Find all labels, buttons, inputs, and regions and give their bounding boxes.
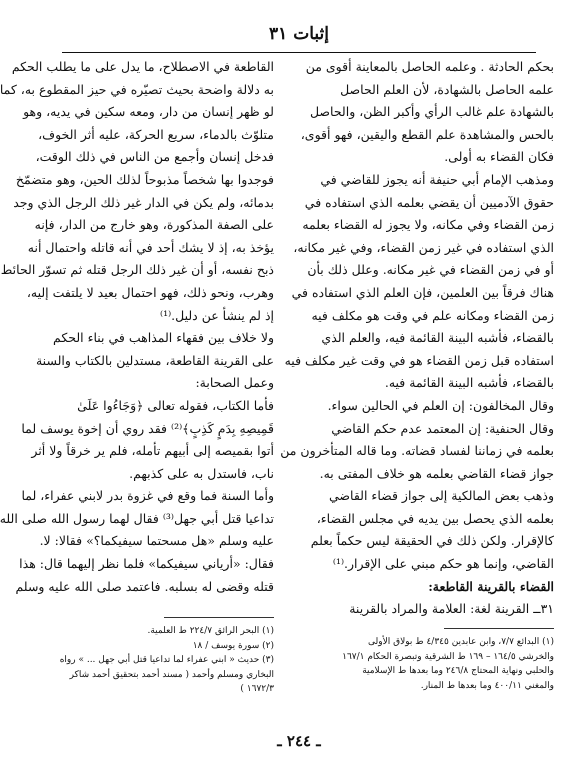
text-line: فقال: «أرياني سيفيكما» فلما نظر إليهما قال: هذا xyxy=(19,556,274,572)
header-divider xyxy=(62,52,536,53)
text-line: أو في زمن القضاء في غير مكانه. وعلل ذلك بأن xyxy=(307,262,554,278)
text-line: وأما السنة فما وقع في غزوة بدر لابني عفراء، لما xyxy=(21,488,274,504)
text-line: وقال المخالفون: إن العلم في الحالين سواء. xyxy=(327,397,554,413)
text-line: بالقضاء، فأشبه البينة القائمة فيه، والعلم الذي xyxy=(321,330,554,346)
text-line: زمن القضاء ومكانه علم في وقت هو مكلف فيه xyxy=(311,307,554,323)
text-line: بعلمه الذي يحصل بين يديه في مجلس القضاء، xyxy=(316,510,554,526)
text-line: بالحس والمشاهدة علم القطع واليقين، فهو أقوى، xyxy=(300,126,554,142)
text-line: فكان القضاء به أولى. xyxy=(444,149,554,165)
text-line: الذي استفاده في غير زمن القضاء، وفي غير مكانه، xyxy=(293,239,554,255)
text-line: فوجدوا بها شخصاً مذبوحاً لذلك الحين، وهو متضمّخ xyxy=(15,171,274,187)
text-line: بدمائه، ولم يكن في الدار غير ذلك الرجل الذي وجد xyxy=(13,194,274,210)
footnote-line: (٣) حديث « ابني عفراء لما تداعيا قتل أبي جهل ... » رواه xyxy=(59,655,274,665)
text-line: ولا خلاف بين فقهاء المذاهب في بناء الحكم xyxy=(53,330,274,346)
text-line: ٣١ــ القرينة لغة: العلامة والمراد بالقرينة xyxy=(349,601,554,617)
text-line: بالقضاء، فأشبه البينة القائمة فيه. xyxy=(384,375,554,391)
text-line: أتوا بقميصه إلى أبيهم تأمله، فلم ير خرقاً ولا أثر xyxy=(31,443,274,459)
right-footnotes xyxy=(326,612,554,693)
footnote-line: (٢) سورة يوسف / ١٨ xyxy=(192,640,274,651)
text-line: بعلمه في زماننا لفساد قضاته. وما قاله المتأخرون من xyxy=(280,443,554,459)
text-line: وذهب بعض المالكية إلى جواز قضاء القاضي xyxy=(329,488,554,504)
text-line: فدخل إنسان وأجمع من الناس في ذلك الوقت، xyxy=(35,149,274,165)
text-line: ومذهب الإمام أبي حنيفة أنه يجوز للقاضي في xyxy=(320,171,554,187)
footnote-divider xyxy=(444,628,554,629)
text-line: به دلالة واضحة بحيث تصيّره في حيز المقطوع به، كما xyxy=(0,81,274,97)
text-line: علمه الحاصل بالشهادة، لأن العلم الحاصل xyxy=(340,81,554,97)
text-line: عليه وسلم «هل مسحتما سيفيكما؟» فقالا: لا. xyxy=(39,533,274,549)
section-heading: القضاء بالقرينة القاطعة: xyxy=(428,578,554,594)
text-line: حقوق الآدميين أن يقضي بعلمه الذي استفاده في xyxy=(304,194,554,210)
text-line: وقال الحنفية: إن المعتمد عدم حكم القاضي xyxy=(331,420,554,436)
text-line: يؤخذ به، إذ لا يشك أحد في أنه قاتله واحتمال أنه xyxy=(27,239,274,255)
text-line: زمن القضاء وفي مكانه، ولا يجوز له القضاء بعلمه xyxy=(302,217,554,233)
footnote-divider xyxy=(164,617,274,618)
left-column xyxy=(0,56,274,598)
text-line: قَمِيصِهِ بِدَمٍ كَذِبٍ﴾⁽²⁾ فقد روي أن إخوة يوسف لما xyxy=(21,420,274,436)
footnote-line: والحلبي ونهاية المحتاج ٢٤٦/٨ وما بعدها ط الإسلامية xyxy=(362,666,554,676)
text-line: هناك فرقاً بين العلمين، فإن العلم الذي استفاده في xyxy=(291,284,554,300)
footnote-line: (١) البدائع ٧/٧، وابن عابدين ٤/٣٤٥ ط بولاق الأولى xyxy=(368,637,554,647)
footnote-line: ١٦٧٢/٣ ) xyxy=(240,684,274,694)
text-line: فأما الكتاب، فقوله تعالى ﴿وَجَاءُوا عَلَىٰ xyxy=(77,397,274,413)
left-footnotes xyxy=(46,601,274,697)
text-line: القاضي، وإنما هو حكم مبني على الإقرار.⁽¹⁾ xyxy=(332,556,554,572)
footnote-line: (١) البحر الرائق ٢٢٤/٧ ط العلمية. xyxy=(147,626,274,636)
text-line: وهرب، ونحو ذلك، فهو احتمال بعيد لا يلتفت إليه، xyxy=(26,284,274,300)
text-line: إذ لم ينشأ عن دليل.⁽¹⁾ xyxy=(160,307,274,323)
page-title: إثبات ٣١ xyxy=(269,24,329,44)
text-line: على القرينة القاطعة، مستدلين بالكتاب والسنة xyxy=(35,352,274,368)
text-line: جواز قضاء القاضي بعلمه هو خلاف المفتى به. xyxy=(319,465,554,481)
page-header xyxy=(62,22,536,50)
text-line: تداعيا قتل أبي جهل⁽³⁾ فقال لهما رسول الله صلى الله xyxy=(0,510,274,526)
text-line: بحكم الحادثة . وعلمه الحاصل بالمعاينة أقوى من xyxy=(305,59,554,74)
text-line: بالشهادة علم غالب الرأي وأكبر الظن، والحاصل xyxy=(309,104,554,120)
text-line: القاطعة في الاصطلاح، ما يدل على ما يطلب الحكم xyxy=(11,59,274,74)
footnote-line: البخاري ومسلم وأحمد ( مسند أحمد بتحقيق أحمد شاكر xyxy=(69,669,274,680)
text-line: استفاده قبل زمن القضاء هو في وقت غير مكلف فيه xyxy=(284,352,554,368)
text-line: لو ظهر إنسان من دار، ومعه سكين في يديه، وهو xyxy=(23,104,274,120)
page-number: ـ ٢٤٤ ـ xyxy=(277,732,321,750)
footnote-line: والخرشي ١٦٤/٥ – ١٦٩ ط الشرقية وتبصرة الحكام ١٦٧/١ xyxy=(342,651,554,662)
footnote-line: والمغني ٤٠٠/١١ وما بعدها ط المنار. xyxy=(420,680,554,691)
text-line: قتله وقضى له بسلبه. فاعتمد صلى الله عليه وسلم xyxy=(15,578,274,594)
text-line: ناب، فاستدل به على كذبهم. xyxy=(129,465,274,481)
text-line: كالإقرار. ولكن ذلك في الحقيقة ليس حكماً بعلم xyxy=(310,533,554,549)
text-line: ذبح نفسه، أو أن غير ذلك الرجل قتله ثم تسوّر الحائط xyxy=(0,262,274,278)
right-column xyxy=(280,56,554,621)
text-line: على الصفة المذكورة، وهو خارج من الدار، فإنه xyxy=(34,217,274,233)
text-line: وعمل الصحابة: xyxy=(195,375,274,391)
text-line: متلوّث بالدماء، سريع الحركة، عليه أثر الخوف، xyxy=(38,126,274,142)
